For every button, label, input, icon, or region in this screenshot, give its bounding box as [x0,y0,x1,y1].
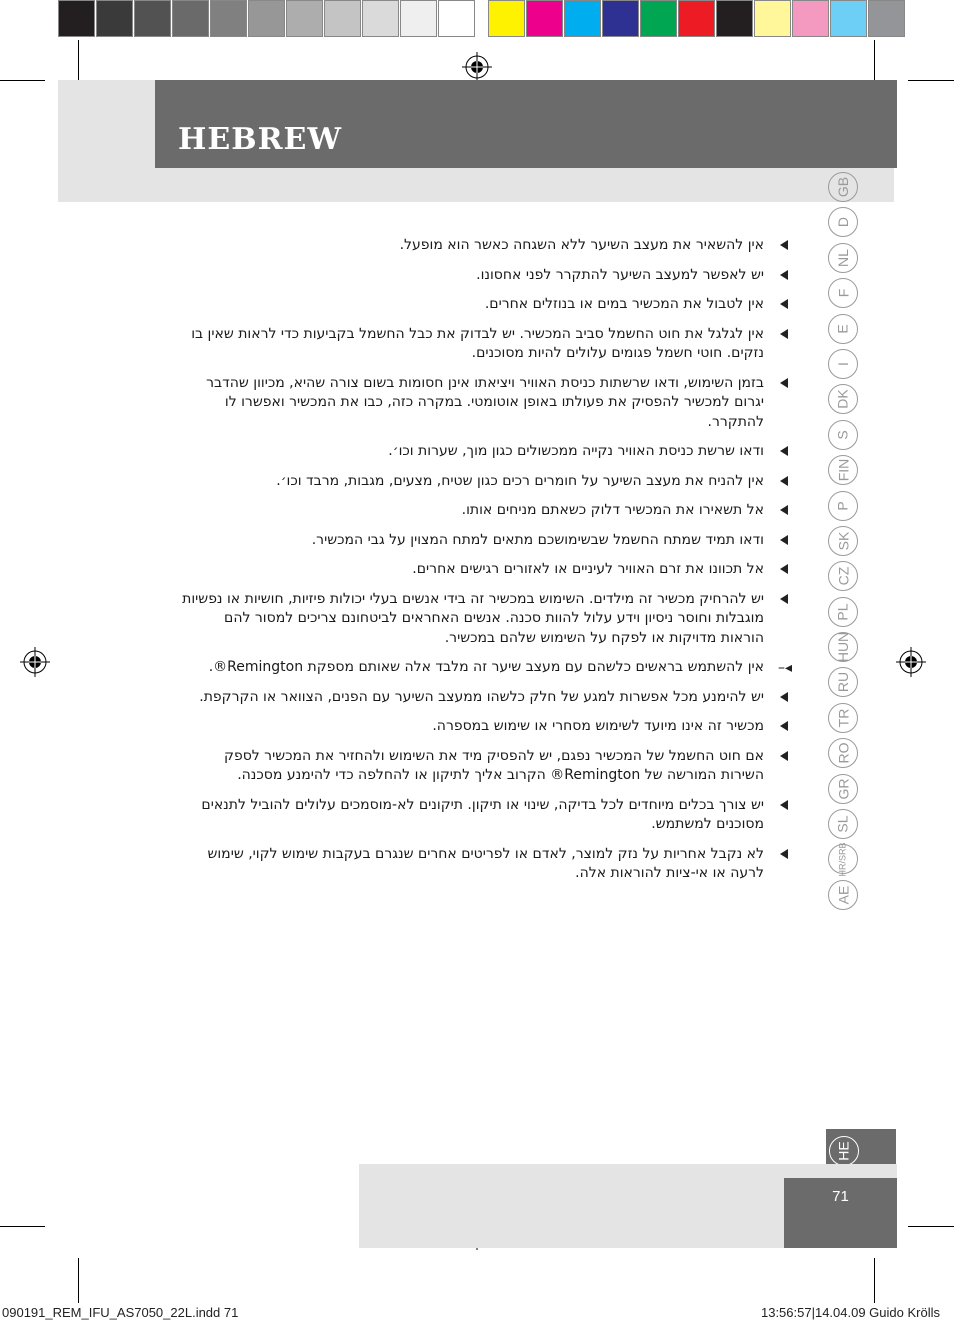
crop-mark [78,1258,79,1303]
language-tab-d: D [828,207,858,237]
instruction-item [180,295,780,315]
registration-target-icon [20,647,50,677]
calibration-swatch [362,0,399,37]
instruction-item [180,560,780,580]
triangle-bullet-icon [780,329,788,339]
calibration-swatch [868,0,905,37]
language-tab-gb: GB [828,172,858,202]
instruction-text: לא נקבל אחריות על נזק למוצר, לאדם או לפריטים אחרים שנגרם בעקבות שימוש לקוי, שימוש לרעה או אי-ציות להוראות אלה. [207,845,764,881]
calibration-swatch [488,0,525,37]
instruction-text: בזמן השימוש, ודאו שרשתות כניסת האוויר ויציאתו אינן חסומות בשום צורה שהיא, מכיוון שהדבר יגרום למכשיר להפסיק את פעולתו באופן אוטומטי. במקרה כזה, כבו את המכשיר ואפשרו לו להתקרר. [206,374,764,430]
safety-instructions [180,236,792,894]
instruction-text: אין להניח את מעצב השיער על חומרים רכים כגון שטיח, מצעים, מגבות, מרבד וכו׳. [276,472,764,489]
instruction-item [180,717,780,737]
registration-target-icon [462,52,492,82]
crop-mark [78,40,79,85]
language-tab-he: HE [829,1136,859,1166]
language-tab-hun: HUN [828,632,858,662]
instruction-text: ודאו תמיד שמתח החשמל שבשימושכם מתאים למתח המצוין על גבי המכשיר. [311,531,764,548]
instruction-text: אין להשאיר את מעצב השיער ללא השגחה כאשר הוא מופעל. [399,237,764,253]
instruction-item [180,658,792,678]
calibration-swatch [792,0,829,37]
language-tab-nl: NL [828,243,858,273]
registration-target-icon [896,647,926,677]
calibration-swatch [400,0,437,37]
instruction-item [180,374,780,433]
language-tab-ro: RO [828,738,858,768]
calibration-swatch [286,0,323,37]
arrow-bullet-icon: ◂– [777,660,792,676]
triangle-bullet-icon [780,564,788,574]
instruction-item [180,266,780,286]
instruction-text: מכשיר זה אינו מיועד לשימוש מסחרי או שימוש במספרה. [432,718,764,734]
instruction-text: ודאו שרשת כניסת האוויר נקייה ממכשולים כגון מוך, שערות וכו׳. [388,443,764,459]
triangle-bullet-icon [780,240,788,250]
language-tab-ru: RU [828,667,858,697]
instruction-text: אין לגלגל את חוט החשמל סביב המכשיר. יש לבדוק את כבל החשמל בקביעות כדי לראות שאין בו נזקים. חוטי חשמל פגומים עלולים להיות מסוכנים. [191,325,764,361]
instruction-text: אל תשאירו את המכשיר דלוק כשאתם מניחים אותו. [461,502,764,518]
triangle-bullet-icon [780,476,788,486]
instruction-item [180,236,780,256]
instruction-text: יש להימנע מכל אפשרות למגע של חלק כלשהו ממעצב השיער עם הפנים, הצוואר או הקרקפת. [199,688,764,705]
calibration-swatch [210,0,247,37]
calibration-swatch [248,0,285,37]
triangle-bullet-icon [780,594,788,604]
instruction-text: אל תכוונו את זרם האוויר לעיניים או לאזורים רגישים אחרים. [412,561,764,577]
language-tab-fin: FIN [828,455,858,485]
calibration-swatch [58,0,95,37]
color-calibration-bar [58,0,906,40]
calibration-swatch [602,0,639,37]
calibration-swatch [96,0,133,37]
calibration-swatch [526,0,563,37]
instruction-text: יש לאפשר למעצב השיער להתקרר לפני אחסונו. [476,266,764,283]
instruction-item [180,472,780,492]
language-tab-gr: GR [828,774,858,804]
calibration-swatch [678,0,715,37]
file-info: 090191_REM_IFU_AS7050_22L.indd 71 [2,1305,239,1320]
instruction-text: יש להרחיק מכשיר זה מילדים. השימוש במכשיר זה בידי אנשים בעלי יכולות פיזיות, חושיות או נפשיות מוגבלות וחוסר ניסיון וידע עלול להוות סכנה. אנשים האחראים לביטחונם צריכים למסור להם הוראות מדויקות או לפקח על השימוש שלהם במכשיר. [182,590,764,646]
language-tab-pl: PL [828,597,858,627]
language-tab-f: F [828,278,858,308]
language-tab-p: P [828,491,858,521]
page-number: 71 [832,1188,849,1205]
instruction-item [180,501,780,521]
instruction-text: אין להשתמש בראשים כלשהם עם מעצב שיער זה מלבד אלה שאותם מספקת Remington®. [208,659,764,675]
calibration-swatch [716,0,753,37]
triangle-bullet-icon [780,299,788,309]
triangle-bullet-icon [780,535,788,545]
calibration-swatch [324,0,361,37]
crop-mark [874,1258,875,1303]
language-tab-i: I [828,349,858,379]
calibration-swatch [640,0,677,37]
calibration-swatch [438,0,475,37]
language-tab-hr-srb: HR/SRB [828,844,858,874]
calibration-swatch [172,0,209,37]
triangle-bullet-icon [780,692,788,702]
calibration-swatch [564,0,601,37]
crop-mark [874,40,875,85]
triangle-bullet-icon [780,849,788,859]
calibration-swatch [830,0,867,37]
crop-mark [908,1226,954,1227]
instruction-item [180,688,780,708]
crop-mark [0,1226,45,1227]
language-tab-sk: SK [828,526,858,556]
triangle-bullet-icon [780,378,788,388]
language-tabs [828,172,862,915]
crop-mark [908,80,954,81]
triangle-bullet-icon [780,721,788,731]
language-tab-e: E [828,314,858,344]
language-tab-s: S [828,420,858,450]
instruction-item [180,845,780,884]
calibration-swatch [754,0,791,37]
triangle-bullet-icon [780,751,788,761]
timestamp-info: 13:56:57|14.04.09 Guido Krölls [760,1305,940,1320]
instruction-item [180,325,780,364]
language-tab-sl: SL [828,809,858,839]
instruction-item [180,531,780,551]
instruction-item [180,590,780,649]
language-tab-tr: TR [828,703,858,733]
triangle-bullet-icon [780,270,788,280]
instruction-text: אם חוט החשמל של המכשיר נפגם, יש להפסיק מיד את השימוש ולהחזיר את המכשיר לספק השירות המורשה של Remington® הקרוב אליך לתיקון או להחלפה כדי להימנע מסכנה. [224,747,764,783]
language-tab-cz: CZ [828,561,858,591]
instruction-item [180,796,780,835]
page-title: HEBREW [178,122,343,157]
instruction-item [180,747,780,786]
language-tab-dk: DK [828,384,858,414]
instruction-text: יש צורך בכלים מיוחדים לכל בדיקה, שינוי או תיקון. תיקונים לא-מוסמכים עלולים להוביל לתנאים מסוכנים למשתמש. [201,796,764,832]
triangle-bullet-icon [780,800,788,810]
instruction-text: אין לטבול את המכשיר במים או בנוזלים אחרים. [484,296,764,312]
instruction-item [180,442,780,462]
calibration-swatch [134,0,171,37]
crop-mark [0,80,45,81]
triangle-bullet-icon [780,446,788,456]
triangle-bullet-icon [780,505,788,515]
language-tab-ae: AE [828,880,858,910]
